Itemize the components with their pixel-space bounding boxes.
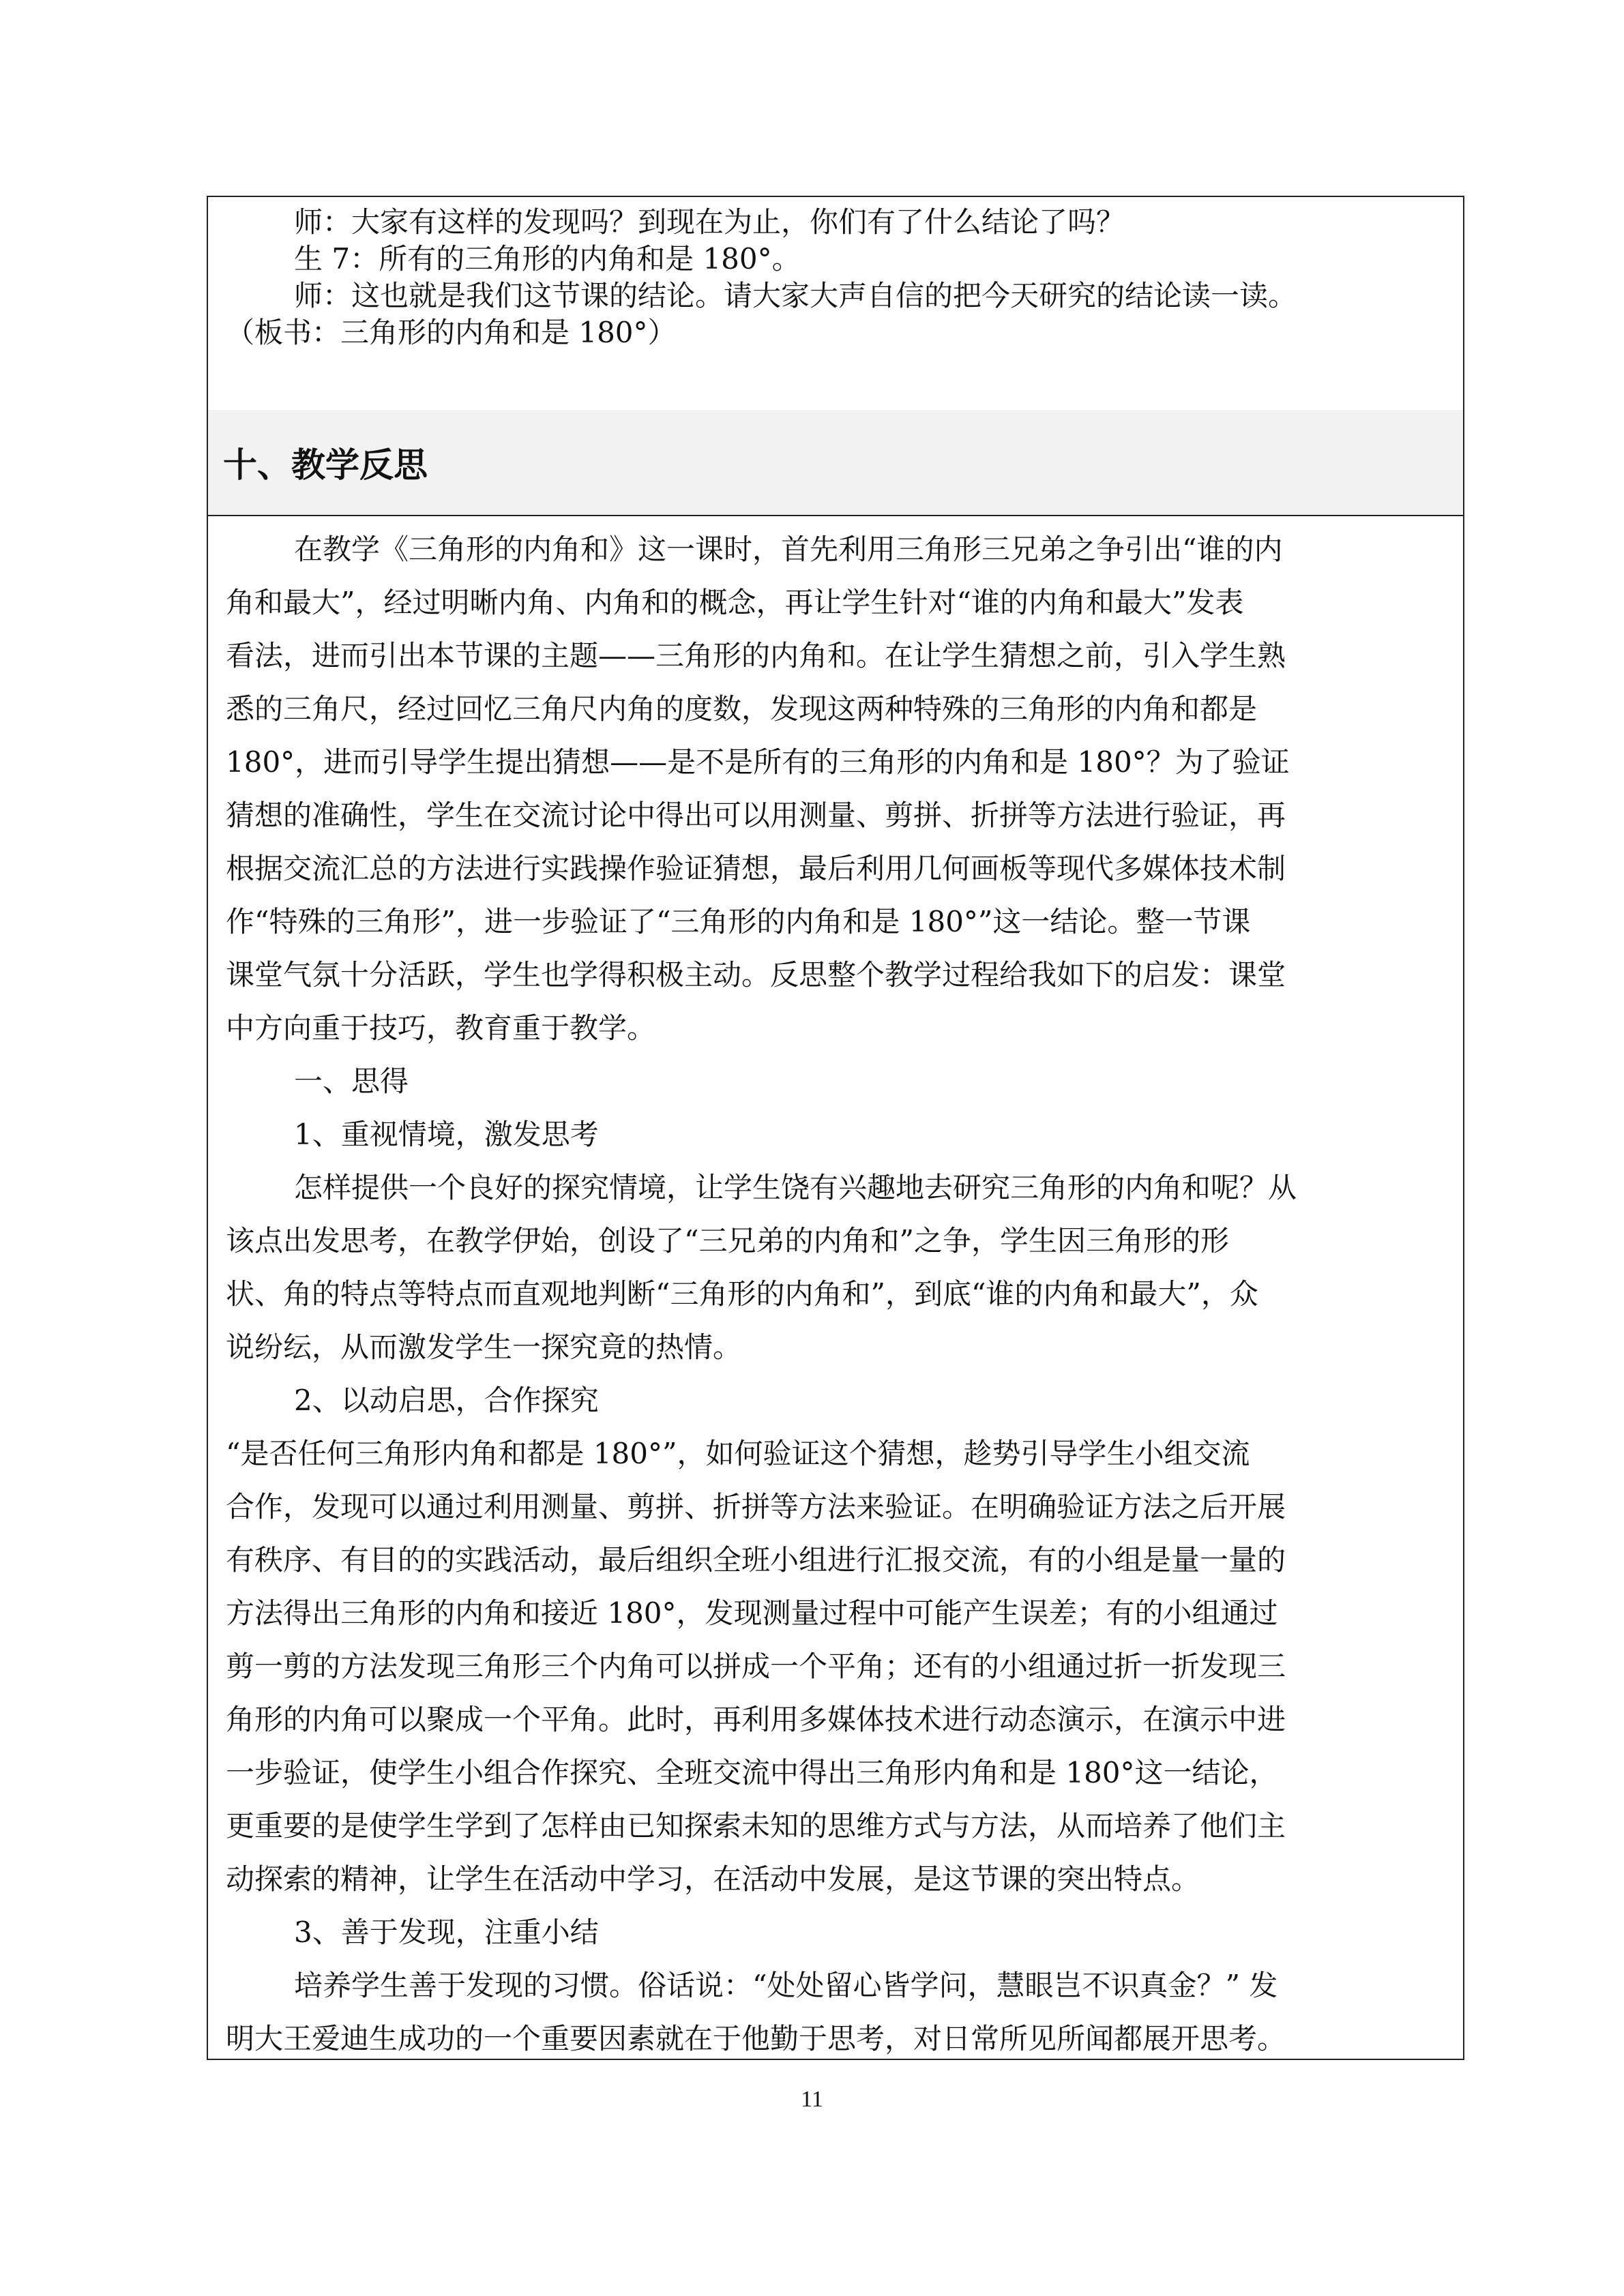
paragraph-line: 有秩序、有目的的实践活动，最后组织全班小组进行汇报交流，有的小组是量一量的 [226, 1543, 1286, 1577]
dialog-section [208, 197, 1463, 411]
dialog-line: 师：这也就是我们这节课的结论。请大家大声自信的把今天研究的结论读一读。 [294, 279, 1297, 312]
paragraph-line: 作“特殊的三角形”，进一步验证了“三角形的内角和是 180°”这一结论。整一节课 [226, 905, 1251, 938]
dialog-line: 生 7：所有的三角形的内角和是 180°。 [294, 242, 801, 275]
subheading: 一、思得 [294, 1064, 409, 1098]
subheading: 3、善于发现，注重小结 [294, 1915, 599, 1949]
paragraph-line: 180°，进而引导学生提出猜想——是不是所有的三角形的内角和是 180°？为了验证 [226, 745, 1290, 779]
paragraph-line: 中方向重于技巧，教育重于教学。 [226, 1011, 656, 1045]
paragraph-line: 猜想的准确性，学生在交流讨论中得出可以用测量、剪拼、折拼等方法进行验证，再 [226, 799, 1286, 832]
paragraph-line: 悉的三角尺，经过回忆三角尺内角的度数，发现这两种特殊的三角形的内角和都是 [226, 692, 1258, 726]
paragraph-line: 在教学《三角形的内角和》这一课时，首先利用三角形三兄弟之争引出“谁的内 [294, 533, 1283, 566]
paragraph-line: 根据交流汇总的方法进行实践操作验证猜想，最后利用几何画板等现代多媒体技术制 [226, 852, 1286, 885]
section-title: 十、教学反思 [223, 445, 428, 485]
paragraph-line: 状、角的特点等特点而直观地判断“三角形的内角和”，到底“谁的内角和最大”，众 [226, 1277, 1258, 1311]
section-header [208, 410, 1463, 516]
subheading: 1、重视情境，激发思考 [294, 1118, 599, 1151]
content-table [207, 196, 1464, 2060]
paragraph-line: 角和最大”，经过明晰内角、内角和的概念，再让学生针对“谁的内角和最大”发表 [226, 586, 1244, 619]
dialog-line: 师：大家有这样的发现吗？到现在为止，你们有了什么结论了吗？ [294, 205, 1125, 239]
dialog-line: （板书：三角形的内角和是 180°） [226, 316, 677, 349]
paragraph-line: 合作，发现可以通过利用测量、剪拼、折拼等方法来验证。在明确验证方法之后开展 [226, 1490, 1286, 1523]
paragraph-line: 更重要的是使学生学到了怎样由已知探索未知的思维方式与方法，从而培养了他们主 [226, 1809, 1286, 1843]
paragraph-line: 说纷纭，从而激发学生一探究竟的热情。 [226, 1330, 742, 1364]
paragraph-line: 明大王爱迪生成功的一个重要因素就在于他勤于思考，对日常所见所闻都展开思考。 [226, 2022, 1286, 2055]
page-number: 11 [801, 2087, 823, 2112]
reflection-body [208, 516, 1463, 2066]
paragraph-line: 该点出发思考，在教学伊始，创设了“三兄弟的内角和”之争，学生因三角形的形 [226, 1224, 1229, 1257]
paragraph-line: 培养学生善于发现的习惯。俗话说：“处处留心皆学问，慧眼岂不识真金？” 发 [294, 1969, 1278, 2002]
subheading: 2、以动启思，合作探究 [294, 1384, 599, 1417]
paragraph-line: 角形的内角可以聚成一个平角。此时，再利用多媒体技术进行动态演示，在演示中进 [226, 1703, 1286, 1736]
paragraph-line: 剪一剪的方法发现三角形三个内角可以拼成一个平角；还有的小组通过折一折发现三 [226, 1650, 1286, 1683]
paragraph-line: 看法，进而引出本节课的主题——三角形的内角和。在让学生猜想之前，引入学生熟 [226, 639, 1286, 672]
paragraph-line: 动探索的精神，让学生在活动中学习，在活动中发展，是这节课的突出特点。 [226, 1862, 1200, 1896]
paragraph-line: 一步验证，使学生小组合作探究、全班交流中得出三角形内角和是 180°这一结论， [226, 1756, 1278, 1789]
paragraph-line: 怎样提供一个良好的探究情境，让学生饶有兴趣地去研究三角形的内角和呢？从 [294, 1171, 1297, 1204]
paragraph-line: 课堂气氛十分活跃，学生也学得积极主动。反思整个教学过程给我如下的启发：课堂 [226, 958, 1286, 992]
paragraph-line: “是否任何三角形内角和都是 180°”，如何验证这个猜想，趁势引导学生小组交流 [226, 1437, 1250, 1470]
paragraph-line: 方法得出三角形的内角和接近 180°，发现测量过程中可能产生误差；有的小组通过 [226, 1596, 1278, 1630]
